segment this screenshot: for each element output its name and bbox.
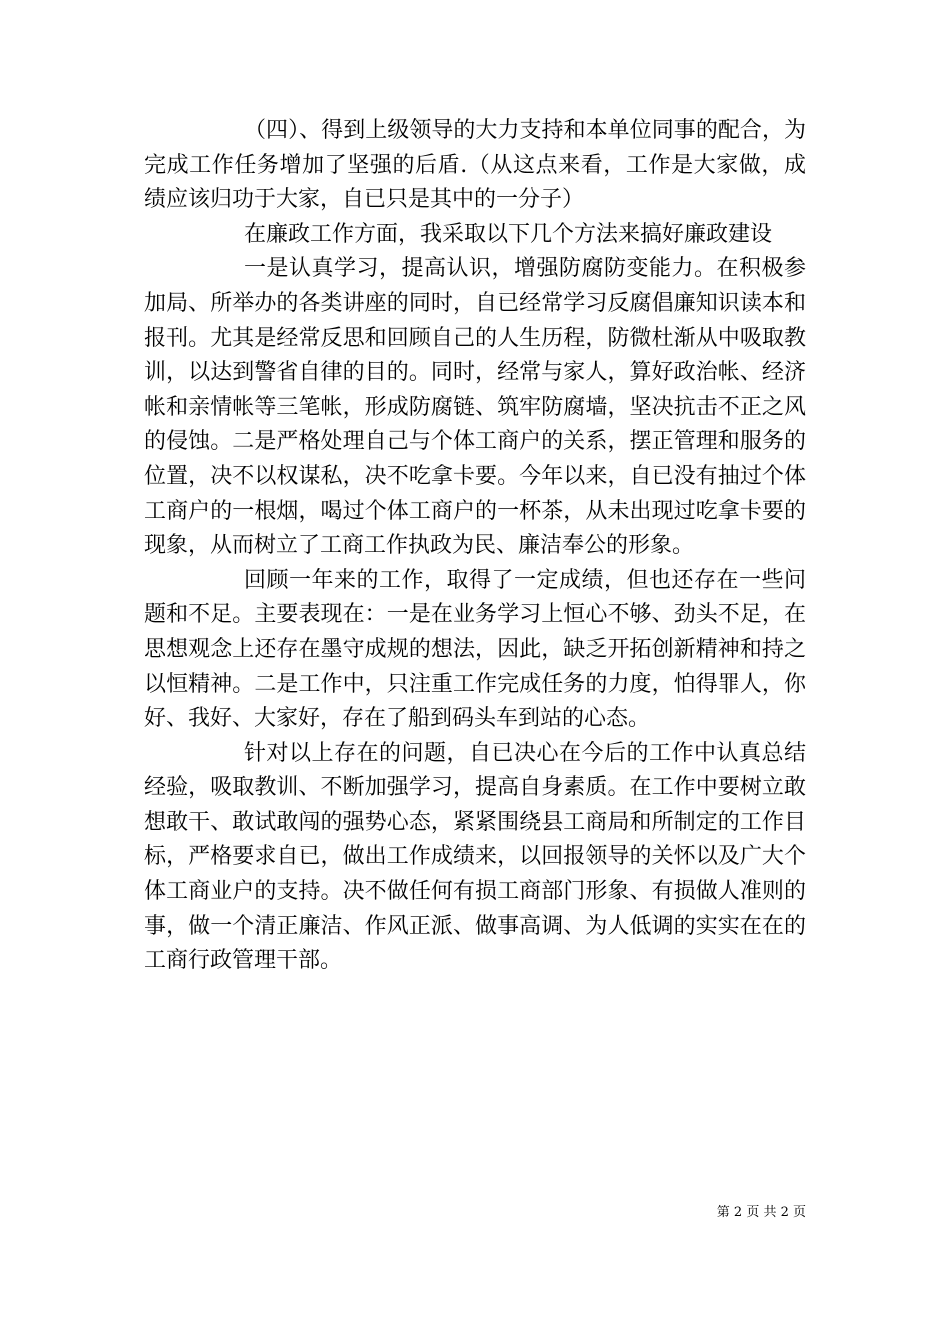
paragraph-integrity-intro: 在廉政工作方面，我采取以下几个方法来搞好廉政建设 [244, 221, 773, 247]
paragraph-resolution: 针对以上存在的问题，自已决心在今后的工作中认真总结经验，吸取教训、不断加强学习，提高自身素质。在工作中要树立敢想敢干、敢试敢闯的强势心态，紧紧围绕县工商局和所制定的工作目标，严格要求自已，做出工作成绩来，以回报领导的关怀以及广大个体工商业户的支持。决不做任何有损工商部门形象、有损做人准则的事，做一个清正廉洁、作风正派、做事高调、为人低调的实实在在的工商行政管理干部。 [144, 740, 806, 974]
document-body [144, 114, 806, 979]
paragraph-integrity-methods: 一是认真学习，提高认识，增强防腐防变能力。在积极参加局、所举办的各类讲座的同时，自已经常学习反腐倡廉知识读本和报刊。尤其是经常反思和回顾自己的人生历程，防微杜渐从中吸取教训，以达到警省自律的目的。同时，经常与家人，算好政治帐、经济帐和亲情帐等三笔帐，形成防腐链、筑牢防腐墙，坚决抗击不正之风的侵蚀。二是严格处理自己与个体工商户的关系，摆正管理和服务的位置，决不以权谋私，决不吃拿卡要。今年以来，自已没有抽过个体工商户的一根烟，喝过个体工商户的一杯茶，从未出现过吃拿卡要的现象，从而树立了工商工作执政为民、廉洁奉公的形象。 [144, 256, 806, 559]
paragraph-shortcomings: 回顾一年来的工作，取得了一定成绩，但也还存在一些问题和不足。主要表现在：一是在业务学习上恒心不够、劲头不足，在思想观念上还存在墨守成规的想法，因此，缺乏开拓创新精神和持之以恒精神。二是工作中，只注重工作完成任务的力度，怕得罪人，你好、我好、大家好，存在了船到码头车到站的心态。 [144, 567, 806, 732]
paragraph-support: （四）、得到上级领导的大力支持和本单位同事的配合，为完成工作任务增加了坚强的后盾.（从这点来看，工作是大家做，成绩应该归功于大家，自已只是其中的一分子） [144, 118, 806, 213]
page-number: 第 2 页 共 2 页 [716, 1205, 806, 1220]
